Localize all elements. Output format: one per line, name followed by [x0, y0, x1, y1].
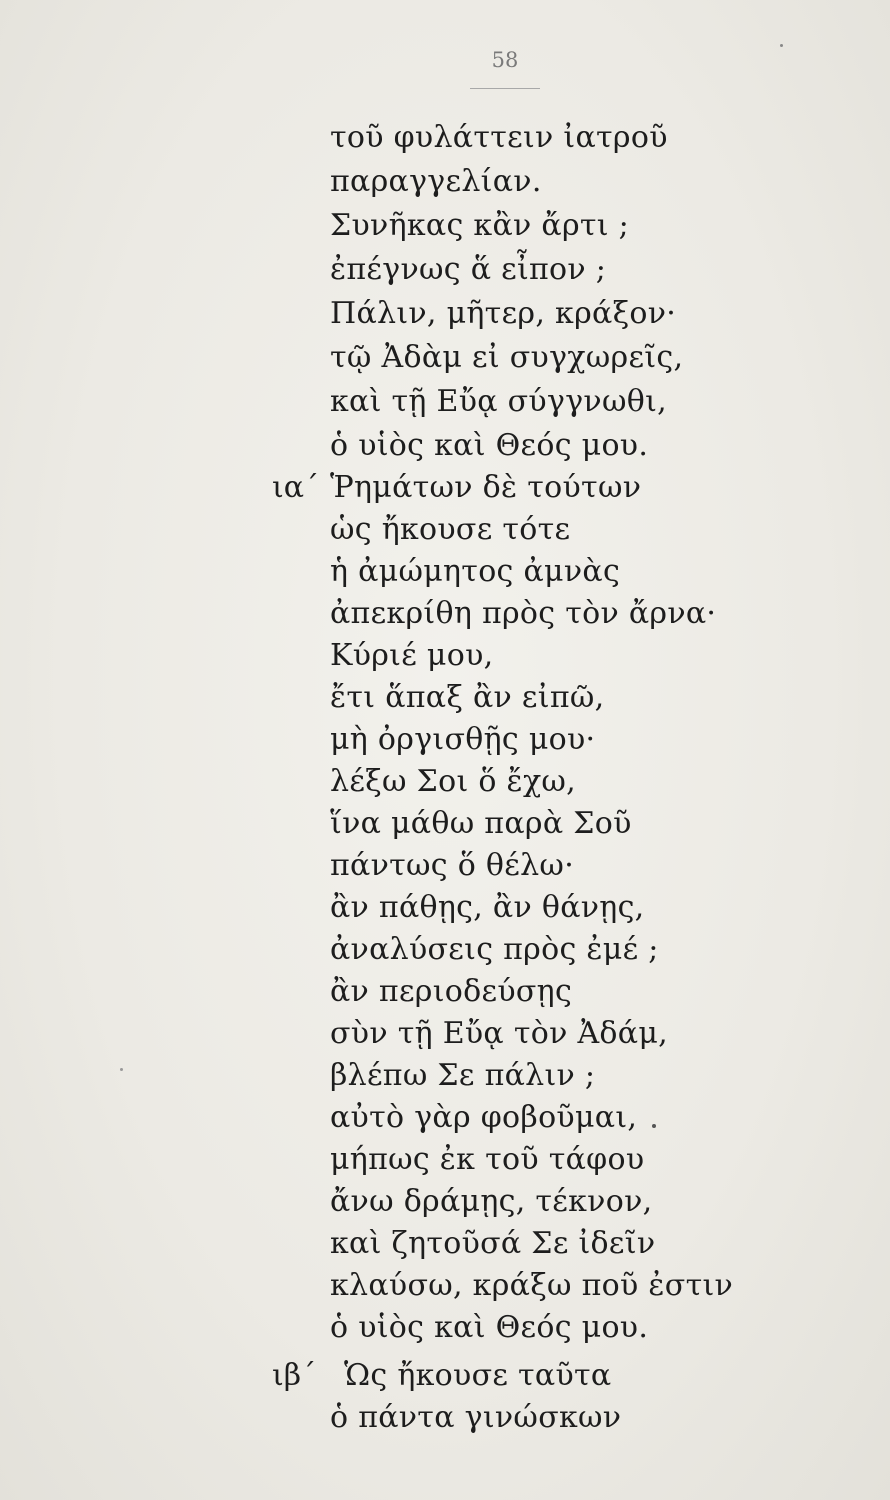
verse-line: τῷ Ἀδὰμ εἰ συγχωρεῖς, [330, 340, 684, 375]
verse-line: ἔτι ἅπαξ ἂν εἰπῶ, [330, 680, 605, 715]
verse-line: ὁ υἱὸς καὶ Θεός μου. [330, 428, 649, 463]
verse-line: μὴ ὀργισθῇς μου· [330, 722, 596, 757]
header-rule [470, 88, 540, 89]
verse-line: Ὡς ἤκουσε ταῦτα [344, 1358, 612, 1393]
verse-line: τοῦ φυλάττειν ἰατροῦ [330, 120, 668, 155]
verse-line: ὁ πάντα γινώσκων [330, 1400, 622, 1435]
verse-line: ἵνα μάθω παρὰ Σοῦ [330, 806, 632, 841]
verse-line: ὁ υἱὸς καὶ Θεός μου. [330, 1310, 649, 1345]
verse-line: βλέπω Σε πάλιν ; [330, 1058, 596, 1093]
verse-line: καὶ ζητοῦσά Σε ἰδεῖν [330, 1226, 656, 1261]
verse-line: Πάλιν, μῆτερ, κράξον· [330, 296, 677, 331]
verse-line: μήπως ἐκ τοῦ τάφου [330, 1142, 645, 1177]
verse-line: παραγγελίαν. [330, 164, 542, 199]
verse-line: ἄνω δράμῃς, τέκνον, [330, 1184, 653, 1219]
verse-line: ἂν περιοδεύσῃς [330, 974, 573, 1009]
verse-line: αὐτὸ γὰρ φοβοῦμαι, [330, 1100, 638, 1135]
verse-line: καὶ τῇ Εὔᾳ σύγγνωθι, [330, 384, 667, 419]
verse-line: ἀναλύσεις πρὸς ἐμέ ; [330, 932, 659, 967]
verse-line: Κύριέ μου, [330, 638, 494, 673]
verse-line: ἡ ἀμώμητος ἀμνὰς [330, 554, 621, 589]
paper-speck [120, 1068, 123, 1071]
verse-line: ἀπεκρίθη πρὸς τὸν ἄρνα· [330, 596, 717, 631]
paper-speck [652, 1124, 656, 1128]
verse-line: ἂν πάθῃς, ἂν θάνῃς, [330, 890, 645, 925]
verse-line: Συνῆκας κἂν ἄρτι ; [330, 208, 630, 243]
stanza-number: ιβ΄ [272, 1358, 317, 1393]
verse-line: κλαύσω, κράξω ποῦ ἐστιν [330, 1268, 734, 1303]
verse-line: σὺν τῇ Εὔᾳ τὸν Ἀδάμ, [330, 1016, 668, 1051]
verse-line: ἐπέγνως ἅ εἶπον ; [330, 252, 607, 287]
paper-speck [780, 44, 783, 47]
verse-line: ὡς ἤκουσε τότε [330, 512, 571, 547]
page-number: 58 [491, 48, 519, 72]
verse-line: Ῥημάτων δὲ τούτων [330, 470, 642, 505]
verse-line: πάντως ὅ θέλω· [330, 848, 575, 883]
stanza-number: ια΄ [272, 470, 320, 505]
verse-line: λέξω Σοι ὅ ἔχω, [330, 764, 577, 799]
